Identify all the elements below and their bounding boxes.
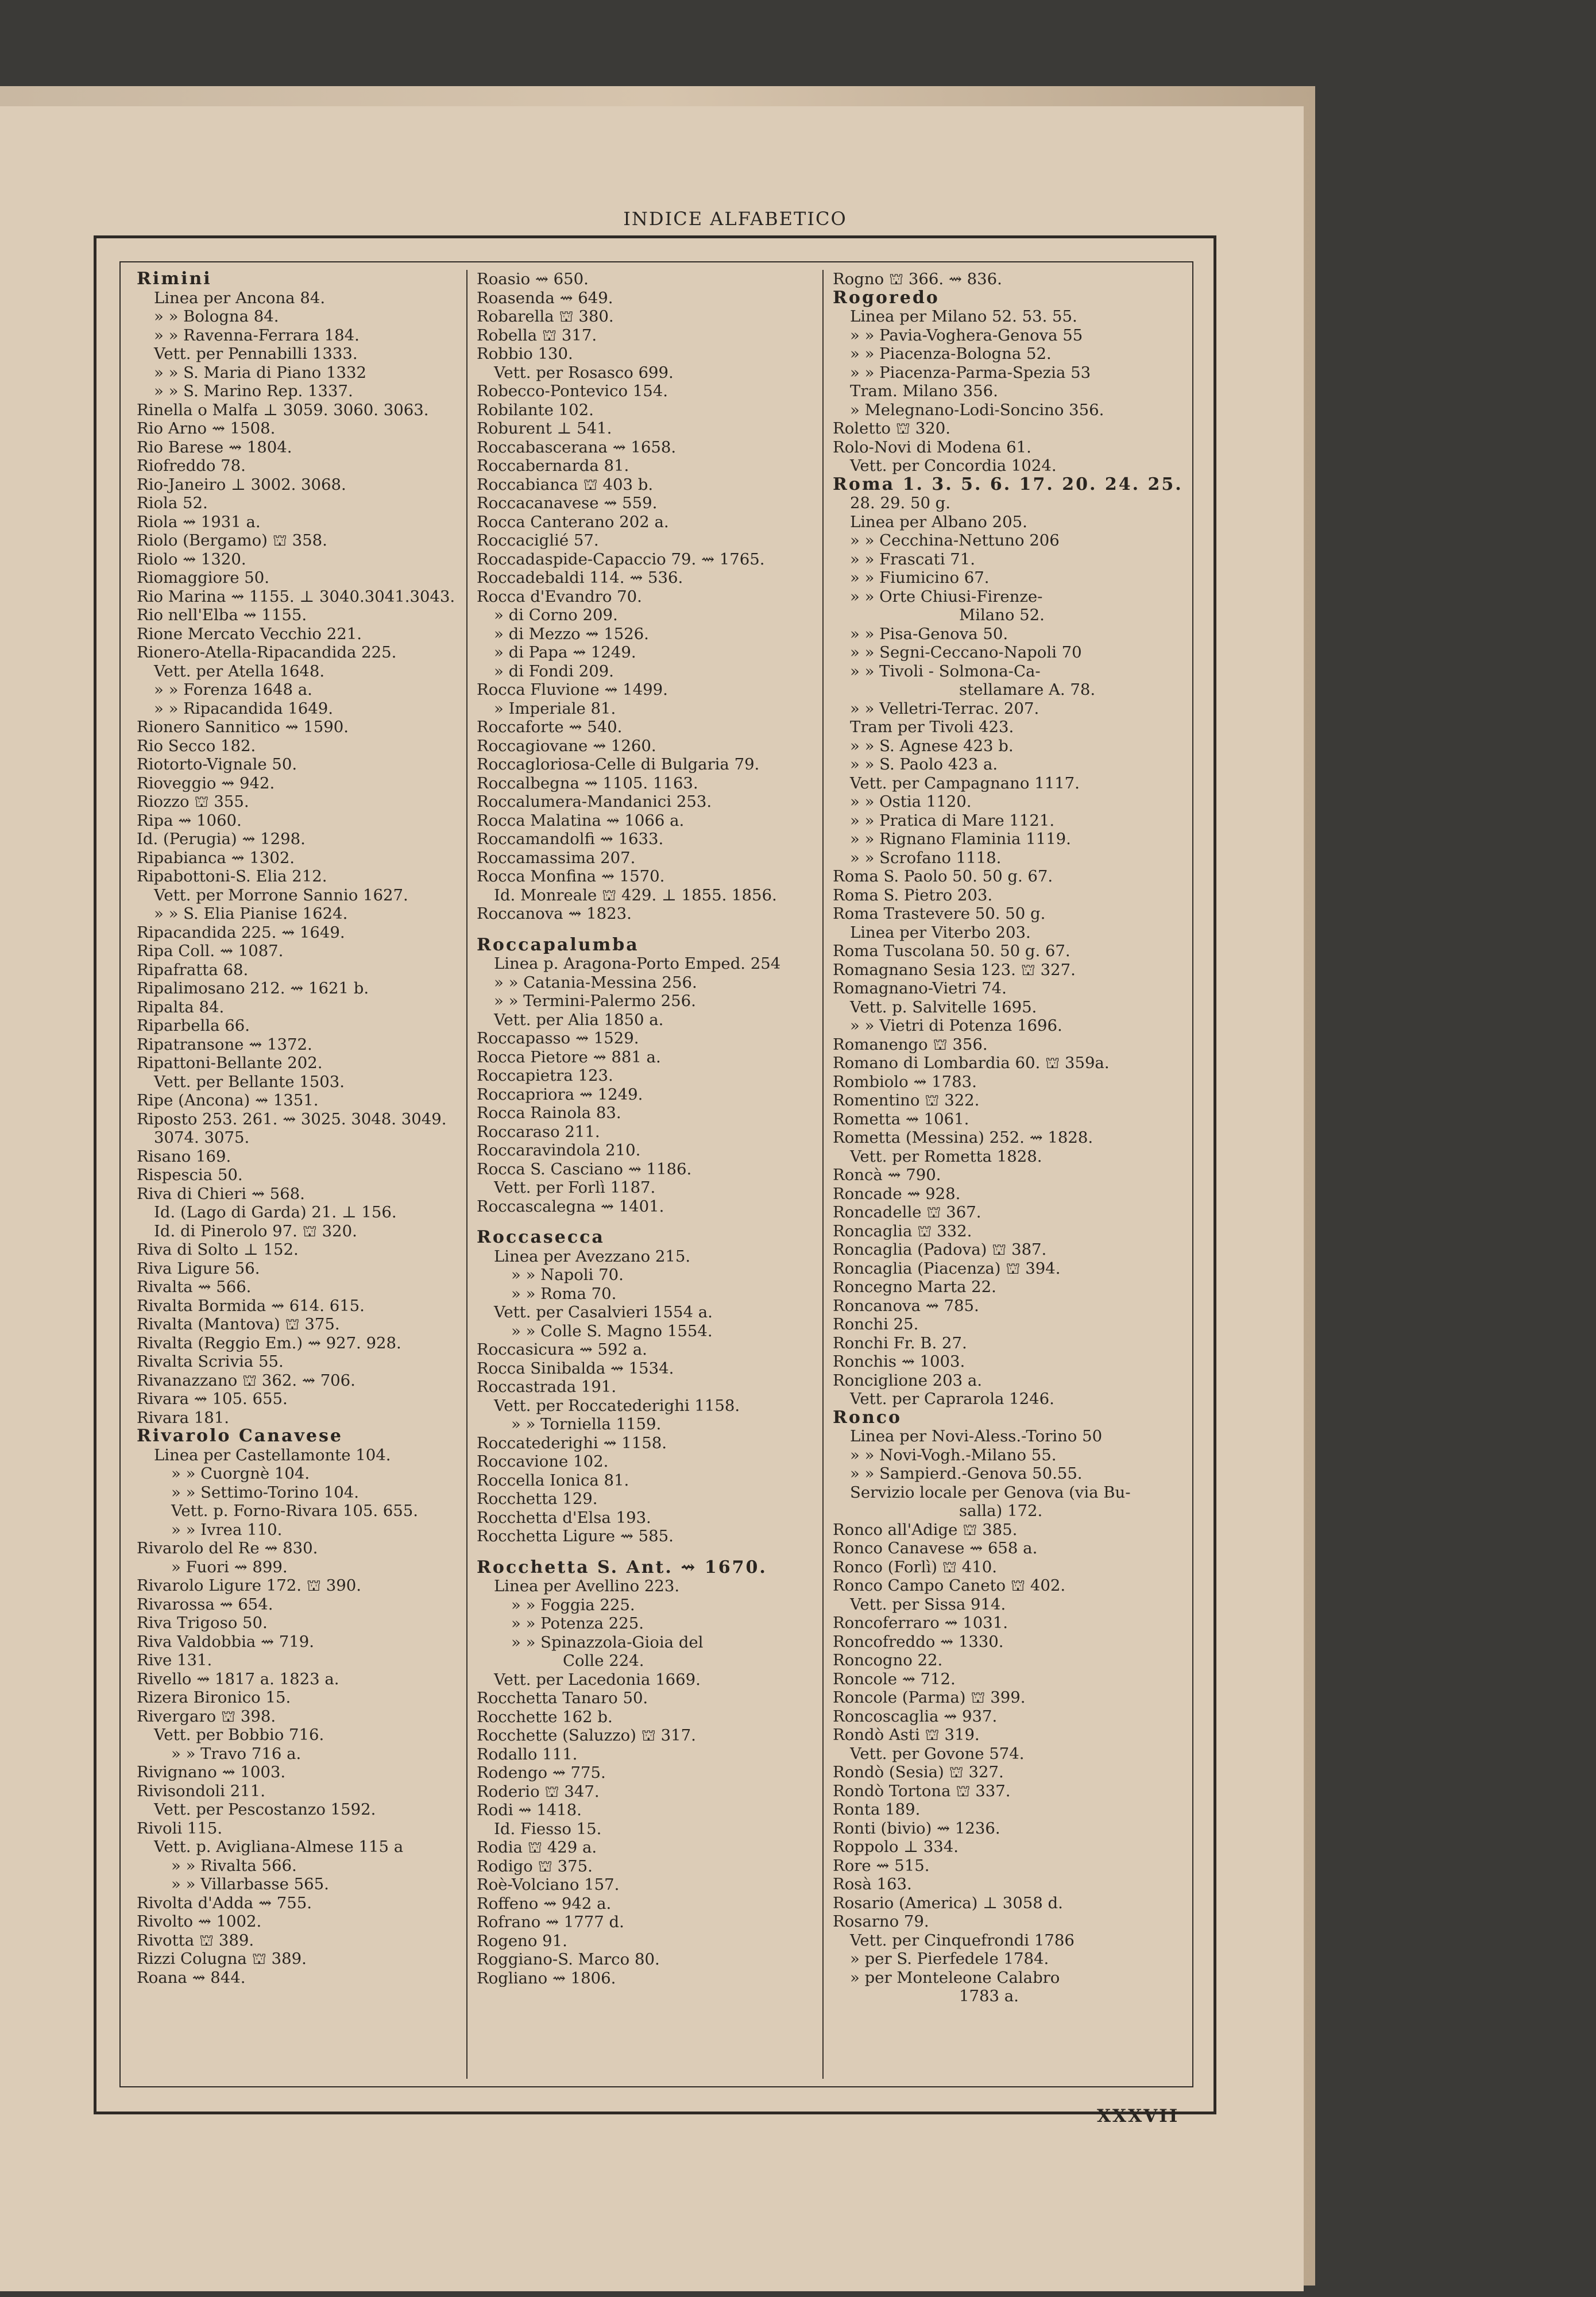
index-entry: Rivisondoli 211. — [137, 1781, 265, 1800]
index-entry: Rodengo ⇝ 775. — [477, 1764, 606, 1782]
index-entry: Rionero Sannitico ⇝ 1590. — [137, 718, 349, 736]
index-entry: Roma S. Paolo 50. 50 g. 67. — [833, 867, 1053, 885]
index-entry: » » Pratica di Mare 1121. — [850, 811, 1055, 830]
index-entry: Id. Fiesso 15. — [494, 1819, 602, 1838]
index-entry: » » Orte Chiusi-Firenze- — [850, 587, 1043, 606]
index-entry: Rioveggio ⇝ 942. — [137, 774, 275, 792]
index-entry: Robecco-Pontevico 154. — [477, 382, 668, 400]
index-entry: » di Fondi 209. — [494, 662, 614, 680]
index-entry: Riva Trigoso 50. — [137, 1614, 268, 1632]
index-entry: Rocchetta Tanaro 50. — [477, 1689, 648, 1707]
index-entry: Rocca Malatina ⇝ 1066 a. — [477, 811, 685, 830]
index-entry: Roccagiovane ⇝ 1260. — [477, 736, 656, 755]
index-entry: Roggiano-S. Marco 80. — [477, 1950, 660, 1969]
index-entry: Rometta (Messina) 252. ⇝ 1828. — [833, 1128, 1093, 1147]
index-entry: » » Termini-Palermo 256. — [494, 992, 696, 1010]
index-entry: Ripe (Ancona) ⇝ 1351. — [137, 1091, 319, 1109]
index-entry: Roccadaspide-Capaccio 79. ⇝ 1765. — [477, 550, 765, 569]
index-entry: » » S. Paolo 423 a. — [850, 755, 998, 774]
index-entry: Roppolo ⊥ 334. — [833, 1838, 959, 1856]
index-entry: Rivanazzano ⛫ 362. ⇝ 706. — [137, 1371, 355, 1390]
index-entry: Rivarolo del Re ⇝ 830. — [137, 1539, 318, 1557]
index-entry: Riva di Solto ⊥ 152. — [137, 1240, 299, 1259]
index-entry: » » Novi-Vogh.-Milano 55. — [850, 1445, 1057, 1464]
index-entry: Ripalta 84. — [137, 997, 225, 1016]
index-entry: Rondò (Sesia) ⛫ 327. — [833, 1763, 1004, 1781]
index-entry: » » Ivrea 110. — [171, 1520, 283, 1539]
index-entry: Rinella o Malfa ⊥ 3059. 3060. 3063. — [137, 400, 429, 419]
index-entry: Linea p. Aragona-Porto Emped. 254 — [494, 954, 781, 973]
index-entry: » » Piacenza-Parma-Spezia 53 — [850, 363, 1091, 382]
index-entry: » » S. Agnese 423 b. — [850, 736, 1014, 755]
index-entry: Rosà 163. — [833, 1875, 912, 1893]
index-heading: Roma 1. 3. 5. 6. 17. 20. 24. 25. — [833, 474, 1183, 494]
index-entry: Rocca d'Evandro 70. — [477, 587, 642, 606]
index-entry: Ripattoni-Bellante 202. — [137, 1054, 323, 1072]
index-entry: Romanengo ⛫ 356. — [833, 1035, 988, 1054]
index-entry: Rio Arno ⇝ 1508. — [137, 419, 276, 438]
index-entry: Romentino ⛫ 322. — [833, 1091, 980, 1109]
index-entry: Rivolto ⇝ 1002. — [137, 1912, 262, 1931]
index-entry: Riola 52. — [137, 494, 208, 512]
index-entry: Colle 224. — [563, 1652, 644, 1670]
index-entry: Vett. per Morrone Sannio 1627. — [154, 885, 408, 904]
index-entry: » per Monteleone Calabro — [850, 1968, 1060, 1987]
index-entry: Roccatederighi ⇝ 1158. — [477, 1433, 667, 1452]
index-entry: Romagnano-Vietri 74. — [833, 979, 1007, 997]
index-entry: » » Travo 716 a. — [171, 1744, 302, 1763]
index-entry: Roccella Ionica 81. — [477, 1471, 629, 1490]
index-entry: » » Pisa-Genova 50. — [850, 624, 1008, 643]
index-entry: Rolo-Novi di Modena 61. — [833, 438, 1031, 457]
index-entry: » di Papa ⇝ 1249. — [494, 643, 636, 662]
index-entry: » » Cecchina-Nettuno 206 — [850, 531, 1060, 550]
index-entry: Ripalimosano 212. ⇝ 1621 b. — [137, 979, 369, 997]
index-entry: Rometta ⇝ 1061. — [833, 1109, 969, 1128]
index-entry: » » Spinazzola-Gioia del — [511, 1633, 704, 1652]
index-entry: Rivergaro ⛫ 398. — [137, 1707, 276, 1726]
index-entry: Rispescia 50. — [137, 1166, 243, 1184]
index-entry: Linea per Albano 205. — [850, 512, 1027, 531]
index-entry: Roncole (Parma) ⛫ 399. — [833, 1688, 1026, 1707]
index-entry: Ripatransone ⇝ 1372. — [137, 1035, 312, 1054]
index-entry: Roccaforte ⇝ 540. — [477, 718, 623, 736]
index-entry: Ronco all'Adige ⛫ 385. — [833, 1520, 1018, 1539]
index-entry: Roasio ⇝ 650. — [477, 270, 589, 288]
index-entry: » » Sampierd.-Genova 50.55. — [850, 1464, 1083, 1483]
index-entry: » » Ravenna-Ferrara 184. — [154, 326, 360, 345]
index-entry: Roccacanavese ⇝ 559. — [477, 494, 658, 512]
index-entry: » » S. Maria di Piano 1332 — [154, 363, 366, 382]
index-entry: Roccapietra 123. — [477, 1066, 613, 1085]
index-entry: » » Piacenza-Bologna 52. — [850, 345, 1052, 363]
index-entry: Roncaglia (Piacenza) ⛫ 394. — [833, 1259, 1061, 1278]
index-entry: Ronchi 25. — [833, 1315, 919, 1333]
index-entry: Id. (Lago di Garda) 21. ⊥ 156. — [154, 1203, 397, 1221]
index-entry: Riozzo ⛫ 355. — [137, 792, 249, 811]
index-entry: » » Segni-Ceccano-Napoli 70 — [850, 643, 1082, 662]
index-entry: Rivolta d'Adda ⇝ 755. — [137, 1893, 312, 1912]
index-entry: Roncadelle ⛫ 367. — [833, 1203, 981, 1221]
index-entry: Romano di Lombardia 60. ⛫ 359a. — [833, 1054, 1110, 1072]
index-entry: Roccavione 102. — [477, 1452, 609, 1471]
index-entry: Rionero-Atella-Ripacandida 225. — [137, 643, 397, 662]
index-entry: Rore ⇝ 515. — [833, 1856, 930, 1875]
index-entry: Roffeno ⇝ 942 a. — [477, 1894, 612, 1913]
index-entry: Vett. per Pennabilli 1333. — [154, 345, 358, 363]
index-entry: Rocca Pietore ⇝ 881 a. — [477, 1047, 661, 1066]
index-entry: Ronchi Fr. B. 27. — [833, 1333, 967, 1352]
index-entry: » di Mezzo ⇝ 1526. — [494, 624, 649, 643]
index-entry: Ronco Canavese ⇝ 658 a. — [833, 1539, 1038, 1557]
index-entry: Rivara ⇝ 105. 655. — [137, 1390, 288, 1408]
index-entry: » » Potenza 225. — [511, 1614, 644, 1633]
index-entry: Rocca Rainola 83. — [477, 1104, 621, 1122]
index-entry: Roana ⇝ 844. — [137, 1968, 246, 1987]
index-entry: Roncofreddo ⇝ 1330. — [833, 1632, 1004, 1651]
index-entry: Rodi ⇝ 1418. — [477, 1801, 582, 1819]
index-entry: » » Pavia-Voghera-Genova 55 — [850, 326, 1083, 345]
index-entry: Vett. per Alia 1850 a. — [494, 1010, 664, 1029]
index-entry: Rio Barese ⇝ 1804. — [137, 438, 292, 457]
index-entry: » » Velletri-Terrac. 207. — [850, 699, 1039, 718]
index-entry: Roccabianca ⛫ 403 b. — [477, 475, 654, 494]
index-entry: Rive 131. — [137, 1651, 212, 1669]
index-entry: Vett. per Roccatederighi 1158. — [494, 1396, 740, 1415]
index-entry: Ripabottoni-S. Elia 212. — [137, 867, 327, 885]
index-entry: Robarella ⛫ 380. — [477, 307, 614, 326]
index-entry: Rosarno 79. — [833, 1912, 929, 1931]
index-entry: Rio nell'Elba ⇝ 1155. — [137, 606, 307, 624]
index-entry: Rivoli 115. — [137, 1819, 223, 1838]
index-entry: Roncole ⇝ 712. — [833, 1669, 956, 1688]
index-entry: Robbio 130. — [477, 345, 573, 363]
index-entry: Roncanova ⇝ 785. — [833, 1296, 979, 1315]
index-heading: Rivarolo Canavese — [137, 1426, 343, 1446]
index-entry: Roccabernarda 81. — [477, 457, 629, 475]
index-entry: Roburent ⊥ 541. — [477, 419, 612, 438]
index-entry: Rivotta ⛫ 389. — [137, 1931, 254, 1950]
index-entry: Romagnano Sesia 123. ⛫ 327. — [833, 960, 1076, 979]
index-entry: Rodia ⛫ 429 a. — [477, 1838, 597, 1857]
index-entry: Rondò Tortona ⛫ 337. — [833, 1781, 1011, 1800]
index-entry: Roccamassima 207. — [477, 848, 636, 867]
index-entry: Vett. per Sissa 914. — [850, 1595, 1006, 1614]
index-heading: Rogoredo — [833, 287, 940, 308]
index-entry: Roccagloriosa-Celle di Bulgaria 79. — [477, 755, 760, 774]
index-entry: Rivalta (Reggio Em.) ⇝ 927. 928. — [137, 1333, 401, 1352]
index-entry: Roncogno 22. — [833, 1651, 943, 1669]
index-entry: Riomaggiore 50. — [137, 569, 269, 587]
index-entry: Linea per Avellino 223. — [494, 1577, 680, 1595]
index-entry: Rogeno 91. — [477, 1931, 567, 1950]
index-entry: » » Bologna 84. — [154, 307, 279, 326]
index-entry: Roccalumera-Mandanici 253. — [477, 792, 712, 811]
index-entry: Riva Valdobbia ⇝ 719. — [137, 1632, 315, 1651]
index-entry: Ronco (Forlì) ⛫ 410. — [833, 1557, 997, 1576]
index-entry: Vett. per Bobbio 716. — [154, 1726, 324, 1744]
column-divider — [822, 270, 824, 2079]
index-entry: Rione Mercato Vecchio 221. — [137, 624, 362, 643]
index-entry: Linea per Viterbo 203. — [850, 923, 1031, 942]
index-entry: 28. 29. 50 g. — [850, 494, 951, 512]
index-entry: Riola ⇝ 1931 a. — [137, 512, 261, 531]
index-entry: Ronti (bivio) ⇝ 1236. — [833, 1819, 1000, 1838]
index-entry: Vett. p. Salvitelle 1695. — [850, 997, 1037, 1016]
index-entry: Ronta 189. — [833, 1800, 921, 1819]
index-entry: Rocchetta Ligure ⇝ 585. — [477, 1527, 674, 1545]
index-entry: Rivarossa ⇝ 654. — [137, 1595, 273, 1614]
index-entry: salla) 172. — [959, 1502, 1043, 1520]
index-entry: » » Catania-Messina 256. — [494, 973, 697, 992]
index-entry: Roccaciglié 57. — [477, 531, 599, 550]
index-entry: Ronchis ⇝ 1003. — [833, 1352, 965, 1371]
index-entry: Rocchette 162 b. — [477, 1707, 613, 1726]
index-entry: Roccasicura ⇝ 592 a. — [477, 1340, 647, 1359]
index-entry: Vett. per Govone 574. — [850, 1744, 1025, 1763]
index-entry: Robilante 102. — [477, 400, 594, 419]
index-entry: Ronciglione 203 a. — [833, 1371, 983, 1390]
index-entry: Roma S. Pietro 203. — [833, 885, 993, 904]
index-entry: Roccaraso 211. — [477, 1122, 600, 1141]
index-entry: Roncegno Marta 22. — [833, 1278, 996, 1296]
index-entry: Rocca Fluvione ⇝ 1499. — [477, 680, 668, 699]
index-entry: » Imperiale 81. — [494, 699, 616, 718]
index-entry: Rodallo 111. — [477, 1745, 578, 1764]
index-entry: Tram. Milano 356. — [850, 382, 998, 400]
index-entry: Id. Monreale ⛫ 429. ⊥ 1855. 1856. — [494, 885, 777, 904]
index-entry: Rocchetta d'Elsa 193. — [477, 1508, 651, 1527]
index-entry: Roncaglia (Padova) ⛫ 387. — [833, 1240, 1047, 1259]
index-entry: Roccanova ⇝ 1823. — [477, 904, 632, 923]
index-entry: 3074. 3075. — [154, 1128, 250, 1147]
page-number: XXXVII — [1097, 2106, 1180, 2126]
index-entry: » » Ripacandida 1649. — [154, 699, 334, 718]
index-entry: Roccastrada 191. — [477, 1378, 617, 1396]
index-entry: » » Rivalta 566. — [171, 1856, 297, 1875]
index-entry: Riotorto-Vignale 50. — [137, 755, 297, 774]
index-entry: Vett. per Rometta 1828. — [850, 1147, 1042, 1166]
index-entry: Rio-Janeiro ⊥ 3002. 3068. — [137, 475, 346, 494]
index-entry: Risano 169. — [137, 1147, 231, 1166]
index-entry: Vett. per Campagnano 1117. — [850, 774, 1080, 792]
index-entry: Rocca Canterano 202 a. — [477, 512, 669, 531]
index-entry: » » Torniella 1159. — [511, 1415, 662, 1433]
index-entry: Linea per Milano 52. 53. 55. — [850, 307, 1077, 326]
index-entry: » di Corno 209. — [494, 606, 618, 624]
index-entry: » » Settimo-Torino 104. — [171, 1483, 360, 1502]
index-entry: Rivalta ⇝ 566. — [137, 1278, 252, 1296]
index-entry: Roletto ⛫ 320. — [833, 419, 950, 438]
index-entry: Ripa ⇝ 1060. — [137, 811, 242, 830]
index-entry: » » Forenza 1648 a. — [154, 680, 312, 699]
index-entry: Rivara 181. — [137, 1408, 229, 1427]
index-entry: Vett. per Forlì 1187. — [494, 1178, 656, 1197]
index-entry: Rogliano ⇝ 1806. — [477, 1969, 616, 1987]
index-entry: Rodigo ⛫ 375. — [477, 1857, 593, 1876]
index-entry: Riparbella 66. — [137, 1016, 250, 1035]
index-entry: » » Colle S. Magno 1554. — [511, 1321, 713, 1340]
index-entry: Rio Marina ⇝ 1155. ⊥ 3040.3041.3043. — [137, 587, 455, 606]
index-entry: Roccascalegna ⇝ 1401. — [477, 1197, 664, 1216]
index-entry: Vett. per Cinquefrondi 1786 — [850, 1931, 1075, 1950]
index-entry: Vett. per Lacedonia 1669. — [494, 1670, 701, 1689]
index-heading: Roccasecca — [477, 1227, 605, 1247]
index-entry: Rocca Sinibalda ⇝ 1534. — [477, 1359, 674, 1378]
index-entry: Roncade ⇝ 928. — [833, 1184, 961, 1203]
index-entry: » Fuori ⇝ 899. — [171, 1557, 288, 1576]
index-entry: » » Tivoli - Solmona-Ca- — [850, 662, 1041, 680]
index-entry: » » Rignano Flaminia 1119. — [850, 830, 1071, 848]
index-entry: Roncà ⇝ 790. — [833, 1166, 941, 1184]
index-entry: Rogno ⛫ 366. ⇝ 836. — [833, 270, 1002, 288]
index-entry: Linea per Avezzano 215. — [494, 1247, 691, 1266]
index-entry: Roè-Volciano 157. — [477, 1876, 620, 1894]
index-entry: Rizera Bironico 15. — [137, 1688, 291, 1707]
index-entry: Milano 52. — [959, 606, 1045, 624]
index-heading: Roccapalumba — [477, 934, 639, 955]
index-entry: Rocca Monfina ⇝ 1570. — [477, 867, 665, 885]
index-entry: Roccabascerana ⇝ 1658. — [477, 438, 677, 457]
index-entry: Servizio locale per Genova (via Bu- — [850, 1483, 1131, 1502]
index-entry: » » Vietri di Potenza 1696. — [850, 1016, 1062, 1035]
index-entry: 1783 a. — [959, 1987, 1019, 2005]
index-entry: Riva Ligure 56. — [137, 1259, 260, 1278]
index-entry: Riolo (Bergamo) ⛫ 358. — [137, 531, 327, 550]
index-entry: » » S. Elia Pianise 1624. — [154, 904, 348, 923]
index-entry: Rivello ⇝ 1817 a. 1823 a. — [137, 1669, 339, 1688]
index-entry: » » Villarbasse 565. — [171, 1875, 329, 1893]
index-entry: » Melegnano-Lodi-Soncino 356. — [850, 400, 1104, 419]
index-entry: Roccapriora ⇝ 1249. — [477, 1085, 643, 1104]
index-column-1 — [137, 270, 464, 1987]
index-entry: Tram per Tivoli 423. — [850, 718, 1014, 736]
index-entry: Ripafratta 68. — [137, 960, 249, 979]
index-entry: Vett. p. Forno-Rivara 105. 655. — [171, 1502, 419, 1520]
index-entry: Robella ⛫ 317. — [477, 326, 597, 345]
index-entry: Roma Tuscolana 50. 50 g. 67. — [833, 942, 1071, 960]
index-entry: Linea per Novi-Aless.-Torino 50 — [850, 1427, 1103, 1445]
index-entry: » » Foggia 225. — [511, 1595, 635, 1614]
index-entry: Rio Secco 182. — [137, 736, 256, 755]
index-entry: Rocchette (Saluzzo) ⛫ 317. — [477, 1726, 696, 1745]
index-entry: Rocca S. Casciano ⇝ 1186. — [477, 1159, 692, 1178]
index-entry: Rivarolo Ligure 172. ⛫ 390. — [137, 1576, 361, 1595]
index-entry: Vett. per Atella 1648. — [154, 662, 325, 680]
column-divider — [466, 270, 467, 2079]
index-entry: Rivignano ⇝ 1003. — [137, 1763, 286, 1781]
index-entry: » » Scrofano 1118. — [850, 848, 1002, 867]
index-entry: Ripa Coll. ⇝ 1087. — [137, 942, 284, 960]
index-entry: Roccapasso ⇝ 1529. — [477, 1029, 639, 1047]
index-entry: » » Cuorgnè 104. — [171, 1464, 310, 1483]
index-heading: Ronco — [833, 1407, 902, 1428]
index-entry: » » Roma 70. — [511, 1284, 617, 1303]
index-entry: Vett. per Rosasco 699. — [494, 363, 674, 382]
index-entry: » » Fiumicino 67. — [850, 569, 990, 587]
index-entry: Roncoscaglia ⇝ 937. — [833, 1707, 998, 1726]
index-heading: Rimini — [137, 269, 212, 289]
index-entry: Vett. per Caprarola 1246. — [850, 1390, 1054, 1408]
index-entry: » » Ostia 1120. — [850, 792, 972, 811]
index-entry: Rosario (America) ⊥ 3058 d. — [833, 1893, 1063, 1912]
index-entry: Rondò Asti ⛫ 319. — [833, 1726, 980, 1744]
index-entry: Rivalta Scrivia 55. — [137, 1352, 284, 1371]
page-header: INDICE ALFABETICO — [623, 208, 847, 230]
index-entry: Ronco Campo Caneto ⛫ 402. — [833, 1576, 1066, 1595]
index-entry: Riposto 253. 261. ⇝ 3025. 3048. 3049. — [137, 1109, 447, 1128]
index-column-3 — [833, 270, 1195, 2006]
index-entry: » » Frascati 71. — [850, 550, 975, 569]
index-entry: Vett. per Casalvieri 1554 a. — [494, 1303, 713, 1321]
index-entry: Roderio ⛫ 347. — [477, 1782, 600, 1801]
index-entry: » per S. Pierfedele 1784. — [850, 1950, 1049, 1968]
index-entry: Rivalta Bormida ⇝ 614. 615. — [137, 1296, 365, 1315]
index-entry: Roma Trastevere 50. 50 g. — [833, 904, 1046, 923]
index-column-2 — [477, 270, 821, 1987]
index-entry: Id. (Perugia) ⇝ 1298. — [137, 830, 306, 848]
index-entry: Rocchetta 129. — [477, 1490, 598, 1508]
index-entry: Roasenda ⇝ 649. — [477, 288, 613, 307]
index-entry: Roccamandolfi ⇝ 1633. — [477, 830, 664, 848]
index-entry: Rofrano ⇝ 1777 d. — [477, 1913, 624, 1931]
index-entry: Vett. per Bellante 1503. — [154, 1072, 345, 1091]
index-entry: Rivalta (Mantova) ⛫ 375. — [137, 1315, 340, 1333]
index-entry: Vett. per Pescostanzo 1592. — [154, 1800, 376, 1819]
index-entry: Roncaglia ⛫ 332. — [833, 1221, 972, 1240]
index-heading: Rocchetta S. Ant. ⇝ 1670. — [477, 1557, 767, 1577]
index-entry: Rizzi Colugna ⛫ 389. — [137, 1950, 307, 1968]
index-entry: Linea per Ancona 84. — [154, 288, 326, 307]
index-entry: Rombiolo ⇝ 1783. — [833, 1072, 977, 1091]
index-entry: Ripacandida 225. ⇝ 1649. — [137, 923, 345, 942]
index-entry: Vett. per Concordia 1024. — [850, 457, 1057, 475]
index-entry: Linea per Castellamonte 104. — [154, 1445, 391, 1464]
index-entry: » » S. Marino Rep. 1337. — [154, 382, 353, 400]
index-entry: Vett. p. Avigliana-Almese 115 a — [154, 1838, 404, 1856]
index-entry: Roccalbegna ⇝ 1105. 1163. — [477, 774, 698, 792]
index-entry: Riofreddo 78. — [137, 457, 246, 475]
index-entry: Id. di Pinerolo 97. ⛫ 320. — [154, 1221, 357, 1240]
index-entry: stellamare A. 78. — [959, 680, 1096, 699]
index-entry: Roncoferraro ⇝ 1031. — [833, 1614, 1008, 1632]
index-entry: Ripabianca ⇝ 1302. — [137, 848, 295, 867]
index-entry: Roccaravindola 210. — [477, 1141, 641, 1159]
index-entry: Riolo ⇝ 1320. — [137, 550, 246, 569]
index-entry: » » Napoli 70. — [511, 1266, 624, 1284]
index-entry: Roccadebaldi 114. ⇝ 536. — [477, 569, 683, 587]
index-entry: Riva di Chieri ⇝ 568. — [137, 1184, 305, 1203]
